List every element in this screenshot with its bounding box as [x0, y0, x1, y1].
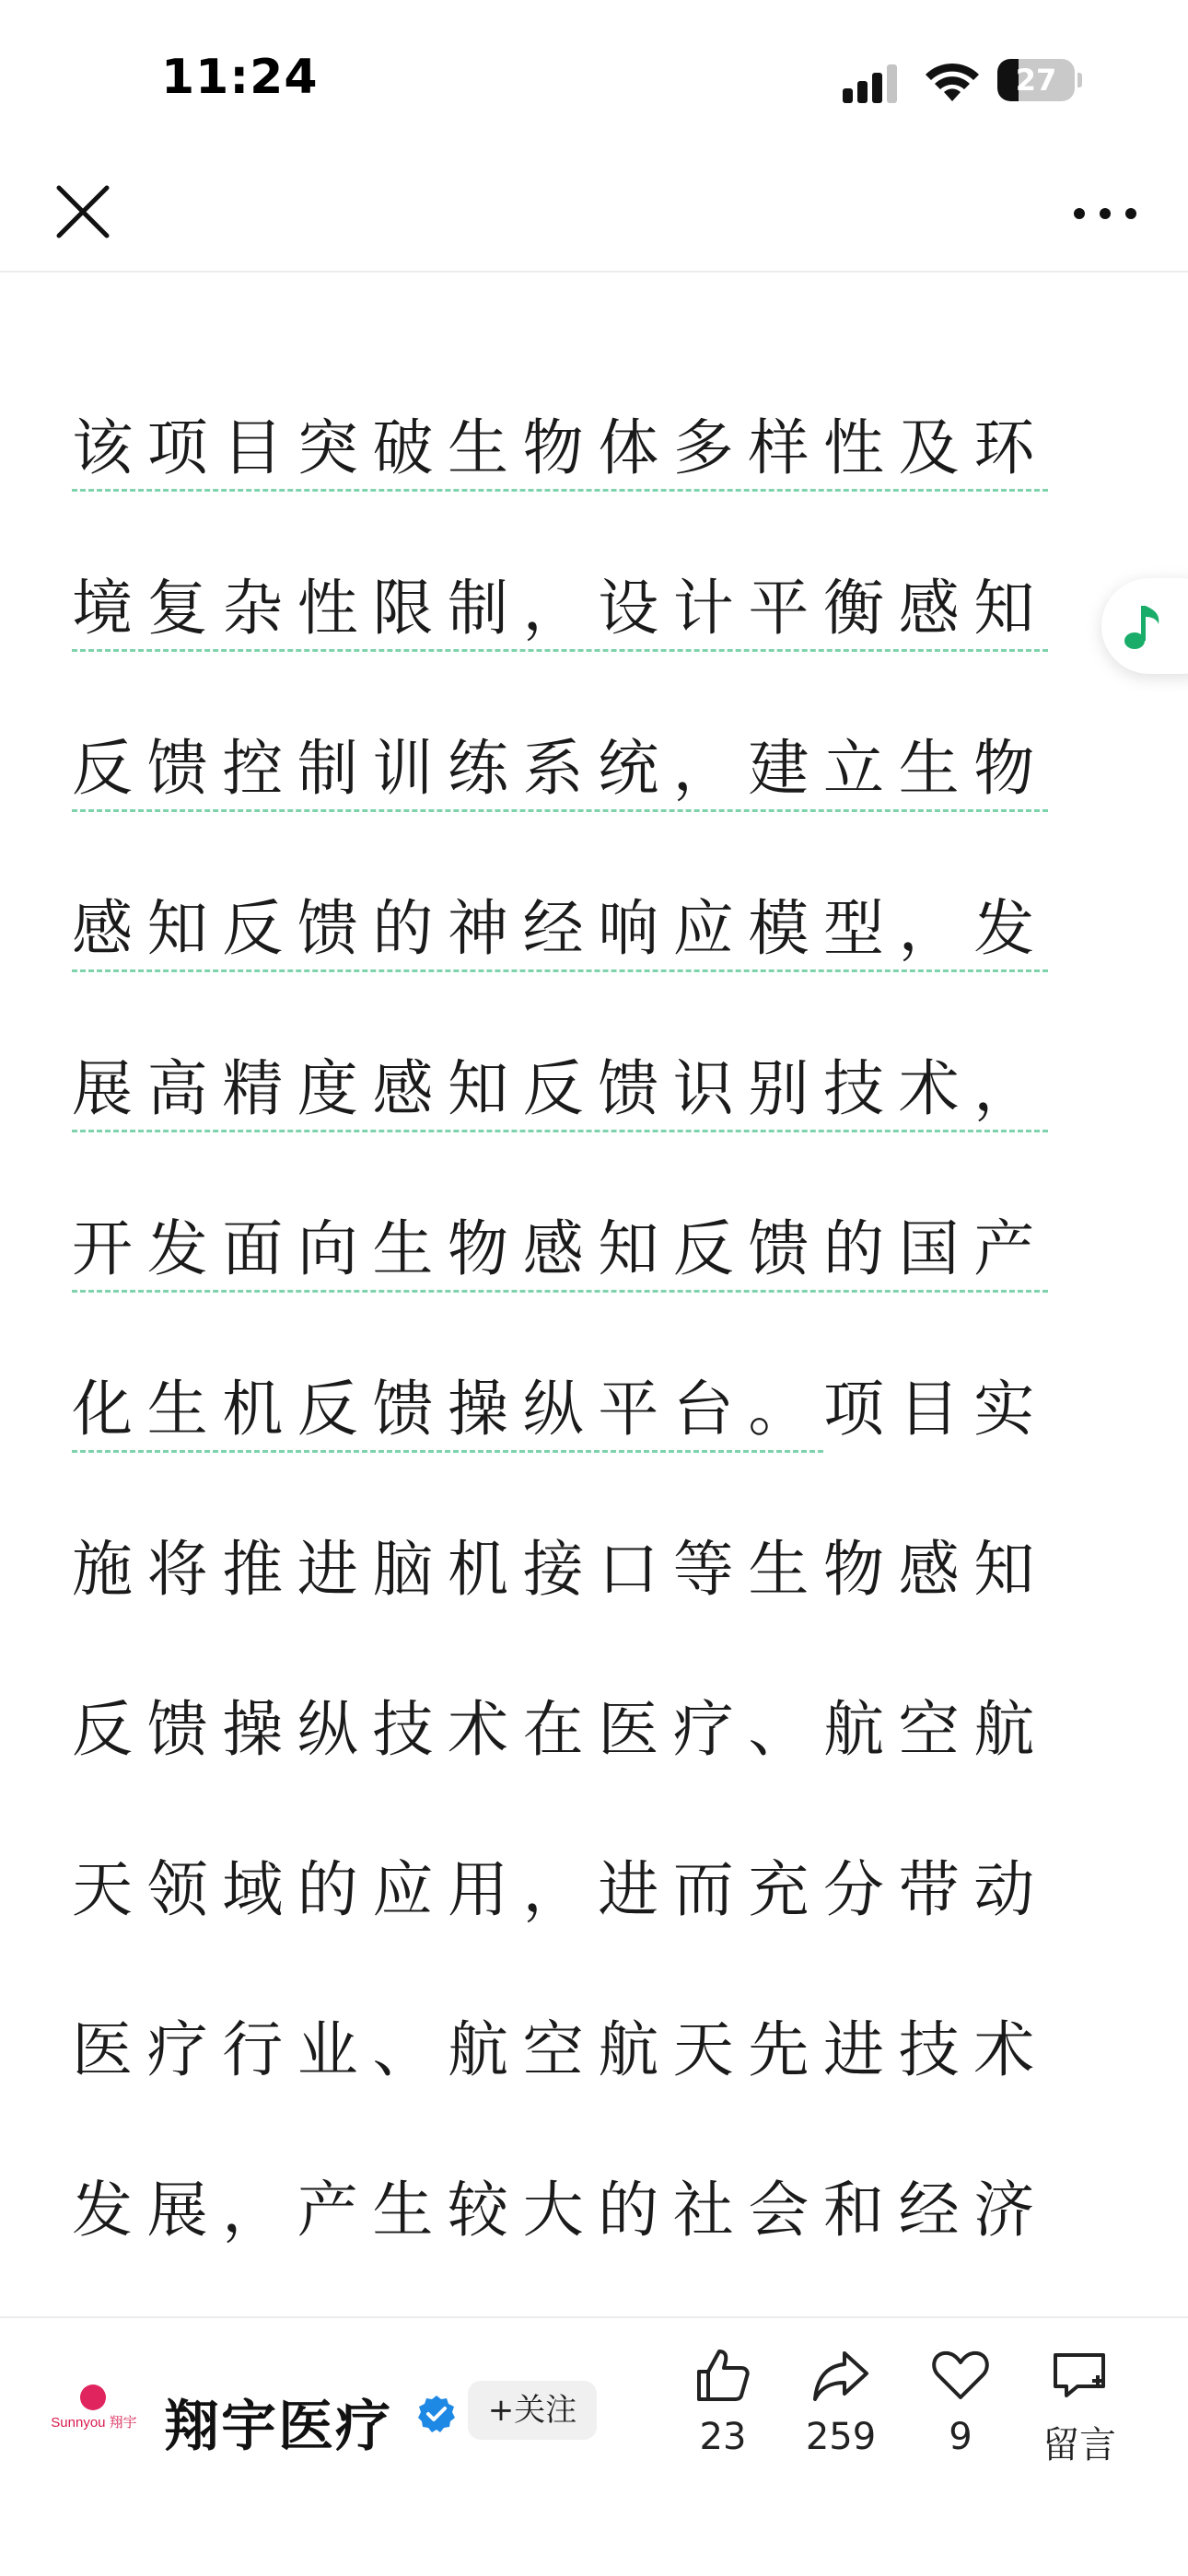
more-dots-icon[interactable] [1068, 179, 1142, 245]
sunnyou-logo-icon [80, 2385, 106, 2410]
follow-button[interactable]: +关注 [468, 2381, 597, 2440]
comment-button[interactable] [1024, 2346, 1135, 2484]
share-button[interactable] [786, 2346, 896, 2484]
battery-icon [997, 59, 1082, 101]
share-count: 259 [805, 2416, 877, 2458]
article-body [72, 368, 1116, 2451]
verified-badge-icon [416, 2394, 457, 2434]
thumbs-up-icon [693, 2346, 752, 2405]
account-name[interactable]: 翔宇医疗 [164, 2395, 392, 2459]
heart-icon [931, 2346, 990, 2405]
music-note-icon [1122, 602, 1166, 652]
cellular-signal-icon [843, 64, 903, 103]
avatar[interactable] [51, 2377, 137, 2453]
status-bar [0, 0, 1188, 157]
like-button[interactable] [668, 2346, 778, 2484]
article-underlined-text[interactable]: 该项目突破生物体多样性及环境复杂性限制，设计平衡感知反馈控制训练系统，建立生物感知反馈的神经响应模型，发展高精度感知反馈识别技术，开发面向生物感知反馈的国产化生机反馈操纵平台。 [72, 412, 1049, 1445]
favorite-button[interactable] [905, 2346, 1016, 2484]
avatar-text: Sunnyou 翔宇 [51, 2415, 137, 2431]
article-plain-text: 项目实施将推进脑机接口等生物感知反馈操纵技术在医疗、航空航天领域的应用，进而充分带动医疗行业、航空航天先进技术发展，产生较大的社会和经济 [72, 1374, 1049, 2245]
nav-bar [0, 157, 1188, 273]
status-time: 11:24 [161, 50, 319, 105]
share-icon [811, 2346, 870, 2405]
bottom-bar [0, 2316, 1188, 2576]
wifi-icon [924, 59, 981, 103]
favorite-count: 9 [949, 2416, 973, 2458]
comment-label: 留言 [1042, 2424, 1116, 2466]
battery-level: 27 [1015, 63, 1057, 98]
comment-icon [1050, 2346, 1109, 2405]
close-icon[interactable] [50, 179, 116, 245]
like-count: 23 [699, 2416, 747, 2458]
music-float-button[interactable] [1101, 578, 1188, 674]
